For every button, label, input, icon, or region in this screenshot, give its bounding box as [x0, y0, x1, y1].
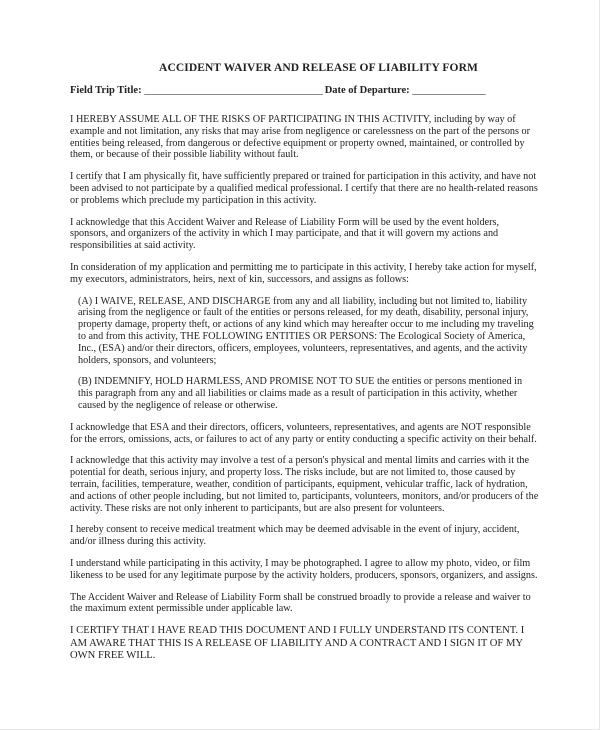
date-of-departure-line[interactable]: ______________	[409, 85, 486, 96]
certification-paragraph: I CERTIFY THAT I HAVE READ THIS DOCUMENT AND I FULLY UNDERSTAND ITS CONTENT. I AM AWARE THAT THIS IS A RELEASE OF LIABILITY AND A CONTRACT AND I SIGN IT OF MY OWN FREE WILL.	[70, 625, 525, 662]
medical-consent-paragraph: I hereby consent to receive medical treatment which may be deemed advisable in the event of injury, accident, and/or illness during this activity.	[70, 524, 520, 548]
document-title: ACCIDENT WAIVER AND RELEASE OF LIABILITY FORM	[159, 62, 478, 74]
field-trip-title-line[interactable]: __________________________________	[141, 85, 323, 96]
form-usage-paragraph: I acknowledge that this Accident Waiver and Release of Liability Form will be used by the event holders, sponsors, and organizers of the activity in which I may participate, and that it will govern my actions and responsibilities at said activity.	[70, 216, 500, 252]
indemnify-clause: (B) INDEMNIFY, HOLD HARMLESS, AND PROMISE NOT TO SUE the entities or persons mentioned in this paragraph from any and all liabilities or claims made as a result of participation in this activity, whether caused by the negligence of release or otherwise.	[78, 376, 523, 411]
activity-risks-paragraph: I acknowledge that this activity may involve a test of a person's physical and mental limits and carries with it the potential for death, serious injury, and property loss. The risks include, but are not limited to, those caused by terrain, facilities, temperature, weather, condition of participants, equipment, vehicular traffic, lack of hydration, and actions of other people including, but not limited to, participants, volunteers, monitors, and/or producers of the activity. These risks are not only inherent to participants, but are also present for volunteers.	[70, 455, 539, 514]
date-of-departure-label: Date of Departure:	[324, 85, 410, 96]
photo-release-paragraph: I understand while participating in this activity, I may be photographed. I agree to allow my photo, video, or film likeness to be used for any legitimate purpose by the activity holders, producers, sponsors, organizers, and assigns.	[70, 557, 538, 581]
esa-responsibility-paragraph: I acknowledge that ESA and their directors, officers, volunteers, representatives, and agents are NOT responsible for the errors, omissions, acts, or failures to act of any party or entity conducting a specific activity on their behalf.	[70, 421, 537, 445]
consideration-paragraph: In consideration of my application and permitting me to participate in this activity, I hereby take action for myself, my executors, administrators, heirs, next of kin, successors, and assigns as follows:	[70, 261, 537, 285]
construction-paragraph: The Accident Waiver and Release of Liability Form shall be construed broadly to provide a release and waiver to the maximum extent permissible under applicable law.	[70, 591, 531, 615]
field-trip-title-label: Field Trip Title:	[70, 85, 142, 96]
physical-fitness-paragraph: I certify that I am physically fit, have sufficiently prepared or trained for participation in this activity, and have not been advised to not participate by a qualified medical professional. I certify that there are no health-related reasons or problems which preclude my participation in this activity.	[70, 171, 538, 206]
trip-fields-row	[70, 85, 539, 96]
waive-release-clause: (A) I WAIVE, RELEASE, AND DISCHARGE from any and all liability, including but not limited to, liability arising from the negligence or fault of the entities or persons released, for my death, disability, personal injury, property damage, property theft, or actions of any kind which may hereafter occur to me including my traveling to and from this activity, THE FOLLOWING ENTITIES OR PERSONS: The Ecological Society of America, Inc., (ESA) and/or their directors, officers, employees, volunteers, representatives, and agents, and the activity holders, sponsors, and volunteers;	[78, 295, 534, 366]
assumption-of-risk-paragraph: I HEREBY ASSUME ALL OF THE RISKS OF PARTICIPATING IN THIS ACTIVITY, including by way of example and not limitation, any risks that may arise from negligence or carelessness on the part of the persons or entities being released, from dangerous or defective equipment or property owned, maintained, or controlled by them, or because of their possible liability without fault.	[70, 114, 530, 161]
